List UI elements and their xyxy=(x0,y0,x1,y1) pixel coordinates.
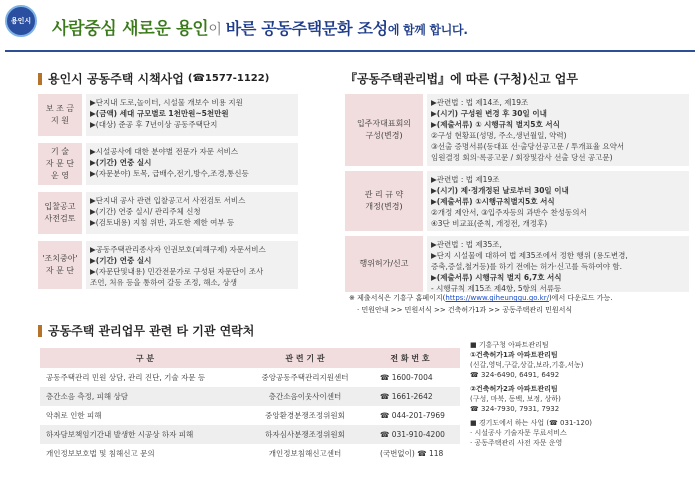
left-row xyxy=(38,143,298,185)
contacts-section-title xyxy=(38,322,254,339)
office-contacts-panel xyxy=(470,340,690,448)
form-download-note xyxy=(349,293,612,304)
office-contact-line: (구성, 마북, 동백, 보정, 상하) xyxy=(470,395,561,403)
row-content-line: ▶(기간) 연중 실시 xyxy=(90,158,152,167)
headline-part4: 에 함께 합니다. xyxy=(387,23,468,37)
table-row xyxy=(40,425,460,444)
office-contact-line: · 공동주택관리 사전 자문 운영 xyxy=(470,439,563,447)
left-section-title xyxy=(38,70,269,87)
phone-cell: (국번없이) ☎ 118 xyxy=(380,449,444,458)
category-cell: 층간소음 측정, 피해 상담 xyxy=(46,392,128,401)
office-contact-line: ☎ 324-6490, 6491, 6492 xyxy=(470,371,560,379)
row-label-line: 보 조 금 xyxy=(45,104,75,113)
office-contact-line: ②건축허가2과 아파트관리팀 xyxy=(470,385,558,393)
header-divider xyxy=(5,50,695,52)
header-bar xyxy=(0,0,699,52)
row-content-line: - 시행규칙 제15조 제4항, 5항의 서류등 xyxy=(431,284,562,293)
headline-part2: 이 xyxy=(208,22,226,38)
office-contact-line: (신갈,영덕,구갈,상갈,보라,기흥,서농) xyxy=(470,361,584,369)
row-content-line: ▶공동주택관리종사자 인권보호(피해구제) 자문서비스 xyxy=(90,245,266,254)
col-header-category: 구 분 xyxy=(135,353,155,363)
row-content-line: 조언, 처유 등을 통하여 갈등 조정, 해소, 상생 xyxy=(90,278,238,287)
left-row-label xyxy=(38,192,82,234)
row-content-line: ▶(기간) 연중 실시 xyxy=(90,256,152,265)
category-cell: 개인정보보호법 및 침해신고 문의 xyxy=(46,449,155,458)
col-header-agency: 관 련 기 관 xyxy=(285,353,325,363)
right-row-content xyxy=(427,171,689,231)
table-row xyxy=(40,406,460,425)
right-row-label xyxy=(345,94,423,166)
category-cell: 공동주택관리 민원 상담, 관리 진단, 기술 자문 등 xyxy=(46,373,206,382)
row-content-line: ▶(시기) 제·정개정된 날로부터 30일 이내 xyxy=(431,186,569,195)
phone-cell: ☎ 1661-2642 xyxy=(380,392,433,401)
agency-cell: 개인정보침해신고센터 xyxy=(268,449,342,458)
row-content-line: ▶(기간) 연중 실시/ 관리주체 신청 xyxy=(90,207,201,216)
left-row-label xyxy=(38,241,82,289)
headline-part1: 사람중심 새로운 용인 xyxy=(52,19,209,39)
left-program-list xyxy=(38,94,300,294)
right-row xyxy=(345,94,689,166)
right-section-title xyxy=(345,70,578,87)
agency-cell: 중앙환경분쟁조정위원회 xyxy=(265,411,345,420)
row-content-line: ▶(시기) 구성원 변경 후 30일 이내 xyxy=(431,109,547,118)
table-row xyxy=(40,368,460,387)
left-row-content xyxy=(86,241,298,289)
right-row xyxy=(345,236,689,292)
row-label-line: 입주자대표회의 xyxy=(356,119,412,128)
office-contact-line: ①건축허가1과 아파트관리팀 xyxy=(470,351,558,359)
row-label-line: 구성(변경) xyxy=(365,131,403,140)
row-label-line: 입찰공고 xyxy=(44,202,76,211)
row-content-line: ▶(제출서류) ① 시행규칙 별지5호 서식 xyxy=(431,120,560,129)
agency-cell: 하자심사분쟁조정위원회 xyxy=(265,430,345,439)
row-content-line: ④3단 비교표(준칙, 개정전, 개정후) xyxy=(431,219,548,228)
right-row-content xyxy=(427,94,689,166)
row-content-line: ▶시설공사에 대한 분야별 전문가 자문 서비스 xyxy=(90,147,239,156)
phone-cell: ☎ 044-201-7969 xyxy=(380,411,445,420)
left-row xyxy=(38,94,298,136)
row-content-line: ▶(자문단및내용) 민간전문가로 구성된 자문단이 조사 xyxy=(90,267,264,276)
row-content-line: ▶단지 시설물에 대하여 법 제35조에서 정한 행위 (용도변경, xyxy=(431,251,628,260)
row-label-line: 자 문 단 xyxy=(45,266,75,275)
phone-cell: ☎ 031-910-4200 xyxy=(380,430,445,439)
phone-cell: ☎ 1600-7004 xyxy=(380,373,433,382)
row-content-line: ▶단지내 공사 관련 입찰공고서 사전검토 서비스 xyxy=(90,196,246,205)
category-cell: 악취로 인한 피해 xyxy=(46,411,102,420)
section-marker-icon xyxy=(38,325,42,337)
left-row-label xyxy=(38,94,82,136)
right-title-text: 『공동주택관리법』에 따른 (구청)신고 업무 xyxy=(345,72,578,86)
row-label-line: 기 술 xyxy=(51,147,69,156)
row-label-line: 지 원 xyxy=(51,116,69,125)
row-label-line: 사전검토 xyxy=(44,214,76,223)
row-content-line: ▶(제출서류) ①시행규칙별지5호 서식 xyxy=(431,197,555,206)
row-content-line: ▶관련법 : 법 제35조, xyxy=(431,240,502,249)
right-row-content xyxy=(427,236,689,292)
row-content-line: ▶(금액) 세대 규모별로 1천만원~5천만원 xyxy=(90,109,229,118)
contacts-table-header xyxy=(40,348,460,368)
row-content-line: ▶(검토내용) 지침 위반, 과도한 제한 여부 등 xyxy=(90,218,235,227)
agency-cell: 층간소음이웃사이센터 xyxy=(268,392,342,401)
left-title-text: 용인시 공동주택 시책사업 xyxy=(48,72,184,86)
right-row-label xyxy=(345,171,423,231)
row-label-line: 행위허가/신고 xyxy=(359,259,409,268)
office-contact-line: ■ 기흥구청 아파트관리팀 xyxy=(470,341,549,349)
row-content-line: ▶(대상) 준공 후 7년이상 공동주택단지 xyxy=(90,120,218,129)
row-label-line: 자 문 단 xyxy=(45,159,75,168)
menu-path-note: · 민원안내 >> 민원서식 >> 건축허가1과 >> 공동주택관리 민원서식 xyxy=(357,306,573,314)
row-content-line: ②구성 현황표(성명, 주소,생년월일, 약력) xyxy=(431,131,567,140)
row-label-line: '조치중아' xyxy=(42,254,78,263)
logo-text: 용인시 xyxy=(10,17,32,25)
category-cell: 하자담보책임기간내 발생한 시공상 하자 피해 xyxy=(46,430,194,439)
table-row xyxy=(40,387,460,406)
row-content-line: ▶관련법 : 법 제19조 xyxy=(431,175,500,184)
left-row xyxy=(38,241,298,289)
headline-part3: 바른 공동주택문화 조성 xyxy=(225,19,388,38)
left-row-label xyxy=(38,143,82,185)
row-label-line: 개정(변경) xyxy=(365,202,403,211)
office-contact-line: · 시설공사 기술자문 무료서비스 xyxy=(470,429,567,437)
row-content-line: ▶(자문분야) 토목, 급배수,전기,방수,조경,통신등 xyxy=(90,169,249,178)
office-contact-line: ☎ 324-7930, 7931, 7932 xyxy=(470,405,560,413)
row-content-line: ▶(제출서류) 시행규칙 별지 6,7호 서식 xyxy=(431,273,562,282)
row-content-line: 임원결정 회의·록공고문 / 회장및감사 선출 당선 공고문) xyxy=(431,153,613,162)
row-content-line: ②개정 제안서, ③입주자등의 과반수 찬성동의서 xyxy=(431,208,587,217)
left-row-content xyxy=(86,192,298,234)
row-content-line: ③선출 증명서류(동대표 선·출당선공고문 / 투개표율 요약서 xyxy=(431,142,625,151)
left-row-content xyxy=(86,143,298,185)
yongin-logo-icon xyxy=(5,5,37,37)
note-text-a: ※ 제출서식은 기흥구 홈페이지( xyxy=(349,294,446,302)
table-row xyxy=(40,444,460,463)
row-content-line: ▶관련법 : 법 제14조, 제19조 xyxy=(431,98,529,107)
headline xyxy=(52,14,468,39)
row-content-line: ▶단지내 도로,놀이터, 시설물 개보수 비용 지원 xyxy=(90,98,243,107)
right-row-label xyxy=(345,236,423,292)
agency-cell: 중앙공동주택관리지원센터 xyxy=(261,373,349,382)
office-contact-line: ■ 경기도에서 하는 사업 (☎ 031-120) xyxy=(470,419,593,427)
section-marker-icon xyxy=(38,73,42,85)
contacts-title-text: 공동주택 관리업무 관련 타 기관 연락처 xyxy=(48,324,255,338)
left-title-phone: (☎1577-1122) xyxy=(187,73,270,84)
contacts-table-body xyxy=(40,368,460,463)
right-row xyxy=(345,171,689,231)
row-label-line: 운 영 xyxy=(51,171,69,180)
left-row-content xyxy=(86,94,298,136)
left-row xyxy=(38,192,298,234)
homepage-link[interactable]: https://www.giheunggu.go.kr/ xyxy=(445,294,549,302)
col-header-phone: 전 화 번 호 xyxy=(390,353,430,363)
contacts-table xyxy=(40,348,460,463)
right-report-list xyxy=(345,94,691,293)
note-text-b: )에서 다운로드 가능. xyxy=(548,294,613,302)
row-label-line: 관 리 규 약 xyxy=(364,190,404,199)
row-content-line: 증축,증설,철거등)를 하기 전에는 허가·신고를 득하여야 함. xyxy=(431,262,623,271)
